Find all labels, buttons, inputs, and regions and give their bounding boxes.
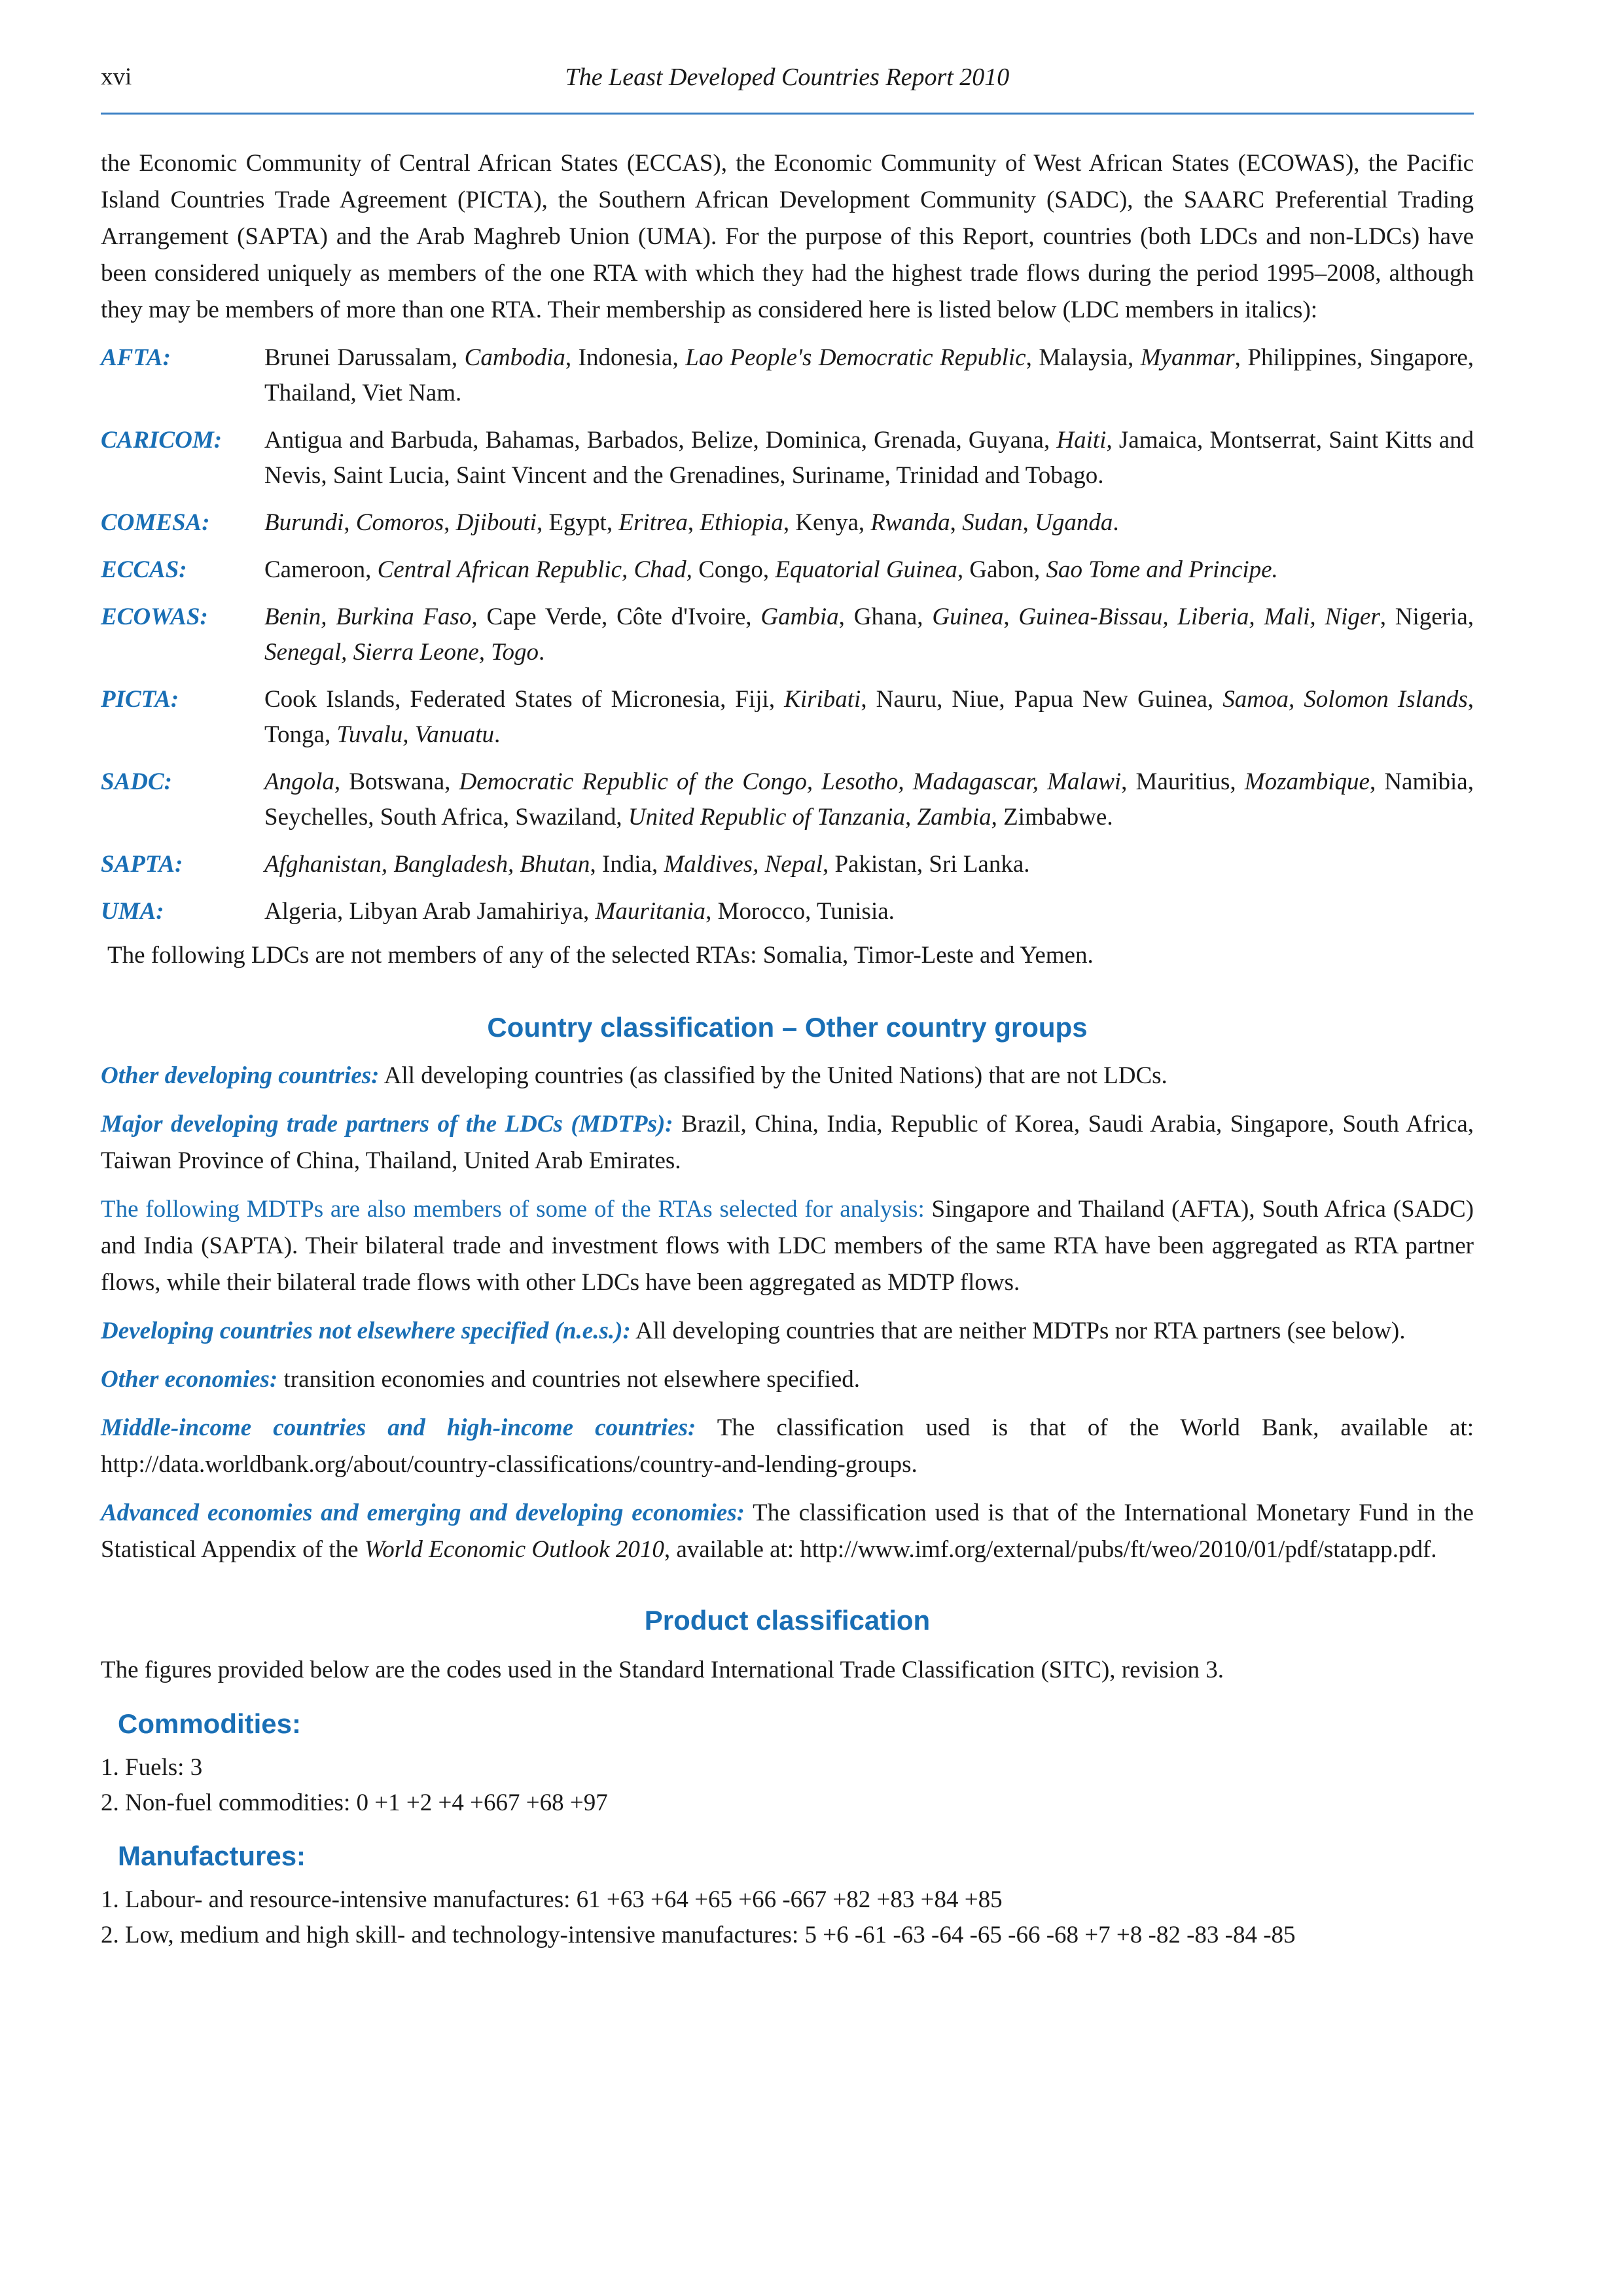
non-members-note: The following LDCs are not members of any of the selected RTAs: Somalia, Timor-Leste and Yemen. bbox=[107, 942, 1094, 969]
member-text: , Egypt, bbox=[536, 509, 619, 536]
rta-label: ECOWAS: bbox=[101, 603, 208, 630]
member-text: , Ghana, bbox=[838, 603, 933, 630]
rta-row bbox=[101, 847, 1474, 882]
commodities-title: Commodities: bbox=[118, 1708, 302, 1739]
member-text: , Nauru, Niue, Papua New Guinea, bbox=[861, 686, 1223, 713]
member-text: , Gabon, bbox=[957, 556, 1046, 583]
rta-members bbox=[264, 505, 1474, 541]
rta-row bbox=[101, 682, 1474, 753]
rta-label: UMA: bbox=[101, 898, 164, 925]
rta-membership-list bbox=[101, 340, 1474, 929]
country-group-item bbox=[101, 1410, 1474, 1483]
rta-members bbox=[264, 894, 1474, 929]
ldc-member-text: Sudan bbox=[962, 509, 1023, 536]
member-text: , Botswana, bbox=[334, 768, 459, 795]
publication-title: World Economic Outlook 2010 bbox=[364, 1536, 664, 1563]
member-text: Cook Islands, Federated States of Micronesia, Fiji, bbox=[264, 686, 785, 713]
member-text: , India, bbox=[590, 851, 664, 878]
ldc-member-text: Benin, Burkina Faso, bbox=[264, 603, 478, 630]
rta-members bbox=[264, 847, 1474, 882]
member-text: Brunei Darussalam, bbox=[264, 344, 465, 371]
member-text: , Malaysia, bbox=[1026, 344, 1141, 371]
rta-members bbox=[264, 423, 1474, 493]
member-text: , Indonesia, bbox=[565, 344, 686, 371]
ldc-member-text: Ethiopia bbox=[700, 509, 783, 536]
group-definition-tail: , available at: http://www.imf.org/external/pubs/ft/weo/2010/01/pdf/statapp.pdf. bbox=[664, 1536, 1437, 1563]
ldc-member-text: Central African Republic, Chad, bbox=[377, 556, 692, 583]
rta-label: ECCAS: bbox=[101, 556, 187, 583]
country-group-item bbox=[101, 1313, 1474, 1350]
rta-members bbox=[264, 552, 1474, 588]
member-text: , bbox=[687, 509, 700, 536]
group-term: Developing countries not elsewhere specified (n.e.s.): bbox=[101, 1318, 631, 1344]
member-text: , Nigeria, bbox=[1380, 603, 1474, 630]
commodities-list bbox=[101, 1750, 1474, 1821]
group-definition: The classification used is that of the World Bank, available at: http://data.worldbank.org/about/country-classifications/country-and-lending-groups. bbox=[101, 1414, 1474, 1478]
rta-members bbox=[264, 600, 1474, 670]
page-number: xvi bbox=[101, 63, 132, 90]
member-text: , bbox=[344, 509, 356, 536]
member-text: , bbox=[1022, 509, 1035, 536]
member-text: Antigua and Barbuda, Bahamas, Barbados, Belize, Dominica, Grenada, Guyana, bbox=[264, 427, 1057, 454]
ldc-member-text: Kiribati bbox=[784, 686, 861, 713]
group-term: The following MDTPs are also members of some of the RTAs selected for analysis: bbox=[101, 1196, 925, 1223]
rta-row bbox=[101, 505, 1474, 541]
ldc-member-text: Eritrea bbox=[618, 509, 688, 536]
member-text: , Jamaica, Montserrat, Saint Kitts and Nevis, Saint Lucia, Saint Vincent and the Grenadines, Suriname, Trinidad and Tobago. bbox=[264, 427, 1474, 489]
ldc-member-text: Guinea-Bissau, Liberia, Mali, Niger bbox=[1018, 603, 1380, 630]
group-definition: Brazil, China, India, Republic of Korea, Saudi Arabia, Singapore, South Africa, Taiwan Province of China, Thailand, United Arab Emirates. bbox=[101, 1111, 1474, 1174]
list-item: 2. Low, medium and high skill- and technology-intensive manufactures: 5 +6 -61 -63 -64 -65 -66 -68 +7 +8 -82 -83 -84 -85 bbox=[101, 1922, 1296, 1948]
ldc-member-text: Samoa, Solomon Islands bbox=[1222, 686, 1468, 713]
member-text: Congo, bbox=[692, 556, 776, 583]
ldc-member-text: Djibouti bbox=[455, 509, 537, 536]
rta-members bbox=[264, 682, 1474, 753]
ldc-member-text: Cambodia bbox=[464, 344, 565, 371]
ldc-member-text: Senegal, Sierra Leone, Togo bbox=[264, 639, 539, 666]
member-text: , Mauritius, bbox=[1121, 768, 1245, 795]
rta-label: AFTA: bbox=[101, 344, 171, 371]
country-group-item bbox=[101, 1191, 1474, 1301]
rta-row bbox=[101, 600, 1474, 670]
ldc-member-text: Haiti bbox=[1056, 427, 1107, 454]
ldc-member-text: Sao Tome and Principe. bbox=[1046, 556, 1278, 583]
manufactures-title: Manufactures: bbox=[118, 1840, 306, 1871]
ldc-member-text: Equatorial Guinea bbox=[775, 556, 957, 583]
rta-label: SAPTA: bbox=[101, 851, 183, 878]
country-group-item bbox=[101, 1361, 1474, 1398]
member-text: , bbox=[444, 509, 456, 536]
group-term: Major developing trade partners of the LDCs (MDTPs): bbox=[101, 1111, 673, 1138]
rta-row bbox=[101, 552, 1474, 588]
rta-label: SADC: bbox=[101, 768, 172, 795]
product-classification-title: Product classification bbox=[644, 1605, 931, 1636]
rta-label: CARICOM: bbox=[101, 427, 223, 454]
manufactures-list bbox=[101, 1882, 1474, 1953]
ldc-member-text: Maldives, Nepal bbox=[664, 851, 823, 878]
product-intro: The figures provided below are the codes used in the Standard International Trade Classification (SITC), revision 3. bbox=[101, 1657, 1224, 1683]
ldc-member-text: Burundi bbox=[264, 509, 344, 536]
ldc-member-text: Mauritania bbox=[595, 898, 706, 925]
country-classification-title: Country classification – Other country groups bbox=[487, 1012, 1088, 1043]
ldc-member-text: Guinea bbox=[932, 603, 1004, 630]
ldc-member-text: Afghanistan, Bangladesh, Bhutan bbox=[264, 851, 590, 878]
country-group-item bbox=[101, 1495, 1474, 1568]
country-group-item bbox=[101, 1058, 1474, 1094]
member-text: Cape Verde, Côte d'Ivoire, bbox=[477, 603, 761, 630]
member-text: , Pakistan, Sri Lanka. bbox=[822, 851, 1030, 878]
intro-paragraph: the Economic Community of Central African States (ECCAS), the Economic Community of West African States (ECOWAS), the Pacific Island Countries Trade Agreement (PICTA), the Southern African Development Community (SADC), the SAARC Preferential Trading Arrangement (SAPTA) and the Arab Maghreb Union (UMA). For the purpose of this Report, countries (both LDCs and non-LDCs) have been considered uniquely as members of the one RTA with which they had the highest trade flows during the period 1995–2008, although they may be members of more than one RTA. Their membership as considered here is listed below (LDC members in italics): bbox=[101, 150, 1474, 323]
group-definition: transition economies and countries not elsewhere specified. bbox=[277, 1366, 861, 1393]
rta-row bbox=[101, 894, 1474, 929]
member-text: . bbox=[538, 639, 545, 666]
rta-label: PICTA: bbox=[101, 686, 179, 713]
ldc-member-text: Comoros bbox=[355, 509, 444, 536]
member-text: , Zimbabwe. bbox=[991, 804, 1113, 831]
group-definition: Singapore and Thailand (AFTA), South Africa (SADC) and India (SAPTA). Their bilateral trade and investment flows with LDC members of the same RTA have been aggregated as RTA partner flows, while their bilateral trade flows with other LDCs have been aggregated as MDTP flows. bbox=[101, 1196, 1474, 1296]
ldc-member-text: Angola bbox=[264, 768, 334, 795]
rta-row bbox=[101, 423, 1474, 493]
group-term: Advanced economies and emerging and developing economies: bbox=[101, 1499, 745, 1526]
ldc-member-text: United Republic of Tanzania, Zambia bbox=[628, 804, 991, 831]
rta-members bbox=[264, 340, 1474, 411]
ldc-member-text: Democratic Republic of the Congo, Lesotho, Madagascar, Malawi bbox=[459, 768, 1122, 795]
list-item: 1. Labour- and resource-intensive manufactures: 61 +63 +64 +65 +66 -667 +82 +83 +84 +85 bbox=[101, 1886, 1003, 1913]
list-item: 1. Fuels: 3 bbox=[101, 1754, 203, 1781]
ldc-member-text: Gambia bbox=[760, 603, 839, 630]
group-definition: All developing countries (as classified by the United Nations) that are not LDCs. bbox=[379, 1062, 1168, 1089]
member-text: . bbox=[1113, 509, 1119, 536]
group-definition: All developing countries that are neither MDTPs nor RTA partners (see below). bbox=[630, 1318, 1406, 1344]
ldc-member-text: Mozambique bbox=[1244, 768, 1370, 795]
rta-label: COMESA: bbox=[101, 509, 210, 536]
country-groups-list bbox=[101, 1058, 1474, 1568]
body-content bbox=[101, 145, 1474, 1953]
member-text: . bbox=[493, 721, 501, 748]
member-text: , Morocco, Tunisia. bbox=[705, 898, 895, 925]
ldc-member-text: Lao People's Democratic Republic bbox=[685, 344, 1026, 371]
group-term: Other developing countries: bbox=[101, 1062, 380, 1089]
member-text: Cameroon, bbox=[264, 556, 378, 583]
ldc-member-text: Rwanda bbox=[870, 509, 950, 536]
member-text: , Tonga, bbox=[264, 686, 1474, 748]
member-text: , Philippines, Singapore, Thailand, Viet Nam. bbox=[264, 344, 1474, 406]
ldc-member-text: Myanmar bbox=[1140, 344, 1235, 371]
running-header-title: The Least Developed Countries Report 2010 bbox=[565, 63, 1010, 91]
group-term: Middle-income countries and high-income countries: bbox=[101, 1414, 696, 1441]
member-text: , Kenya, bbox=[783, 509, 871, 536]
group-definition: The classification used is that of the International Monetary Fund in the Statistical Appendix of the bbox=[101, 1499, 1474, 1563]
member-text: , bbox=[1003, 603, 1019, 630]
ldc-member-text: Uganda bbox=[1035, 509, 1113, 536]
group-term: Other economies: bbox=[101, 1366, 278, 1393]
ldc-member-text: Tuvalu, Vanuatu bbox=[336, 721, 494, 748]
list-item: 2. Non-fuel commodities: 0 +1 +2 +4 +667 +68 +97 bbox=[101, 1789, 608, 1816]
rta-row bbox=[101, 764, 1474, 835]
member-text: , Namibia, Seychelles, South Africa, Swaziland, bbox=[264, 768, 1474, 831]
rta-members bbox=[264, 764, 1474, 835]
rta-row bbox=[101, 340, 1474, 411]
member-text: Algeria, Libyan Arab Jamahiriya, bbox=[264, 898, 596, 925]
header-rule bbox=[101, 113, 1474, 115]
member-text: , bbox=[950, 509, 963, 536]
country-group-item bbox=[101, 1106, 1474, 1179]
